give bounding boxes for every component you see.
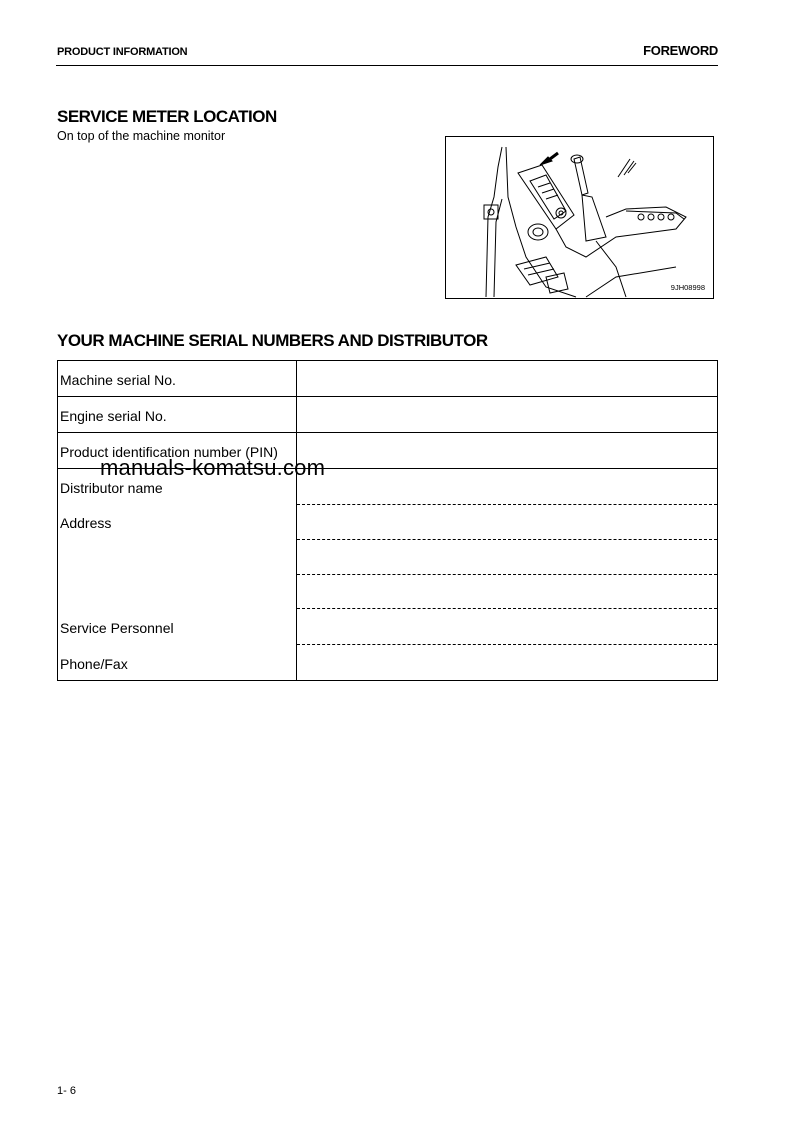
cab-interior-illustration bbox=[446, 137, 714, 299]
form-dashed-line bbox=[297, 539, 717, 540]
engine-serial-label: Engine serial No. bbox=[60, 408, 167, 424]
machine-monitor-figure bbox=[445, 136, 714, 299]
form-column-divider bbox=[296, 361, 297, 680]
header-rule bbox=[56, 65, 718, 66]
machine-serial-label: Machine serial No. bbox=[60, 372, 176, 388]
serial-section-title: YOUR MACHINE SERIAL NUMBERS AND DISTRIBUTOR bbox=[57, 331, 488, 350]
form-dashed-line bbox=[297, 608, 717, 609]
page-number: 1- 6 bbox=[57, 1085, 76, 1097]
address-label: Address bbox=[60, 515, 112, 531]
watermark-text: manuals-komatsu.com bbox=[100, 455, 326, 480]
service-meter-description: On top of the machine monitor bbox=[57, 129, 226, 143]
pin-label: Product identification number (PIN) bbox=[60, 444, 278, 460]
form-row-rule bbox=[58, 396, 717, 397]
phone-fax-label: Phone/Fax bbox=[60, 656, 128, 672]
service-personnel-label: Service Personnel bbox=[60, 620, 174, 636]
form-row-rule bbox=[58, 432, 717, 433]
header-section: PRODUCT INFORMATION bbox=[57, 46, 188, 58]
form-dashed-line bbox=[297, 504, 717, 505]
form-dashed-line bbox=[297, 644, 717, 645]
header-chapter: FOREWORD bbox=[643, 43, 718, 58]
serial-number-form bbox=[57, 360, 718, 681]
service-meter-title: SERVICE METER LOCATION bbox=[57, 107, 277, 126]
form-dashed-line bbox=[297, 574, 717, 575]
figure-code: 9JH08998 bbox=[670, 283, 705, 292]
distributor-name-label: Distributor name bbox=[60, 480, 163, 496]
